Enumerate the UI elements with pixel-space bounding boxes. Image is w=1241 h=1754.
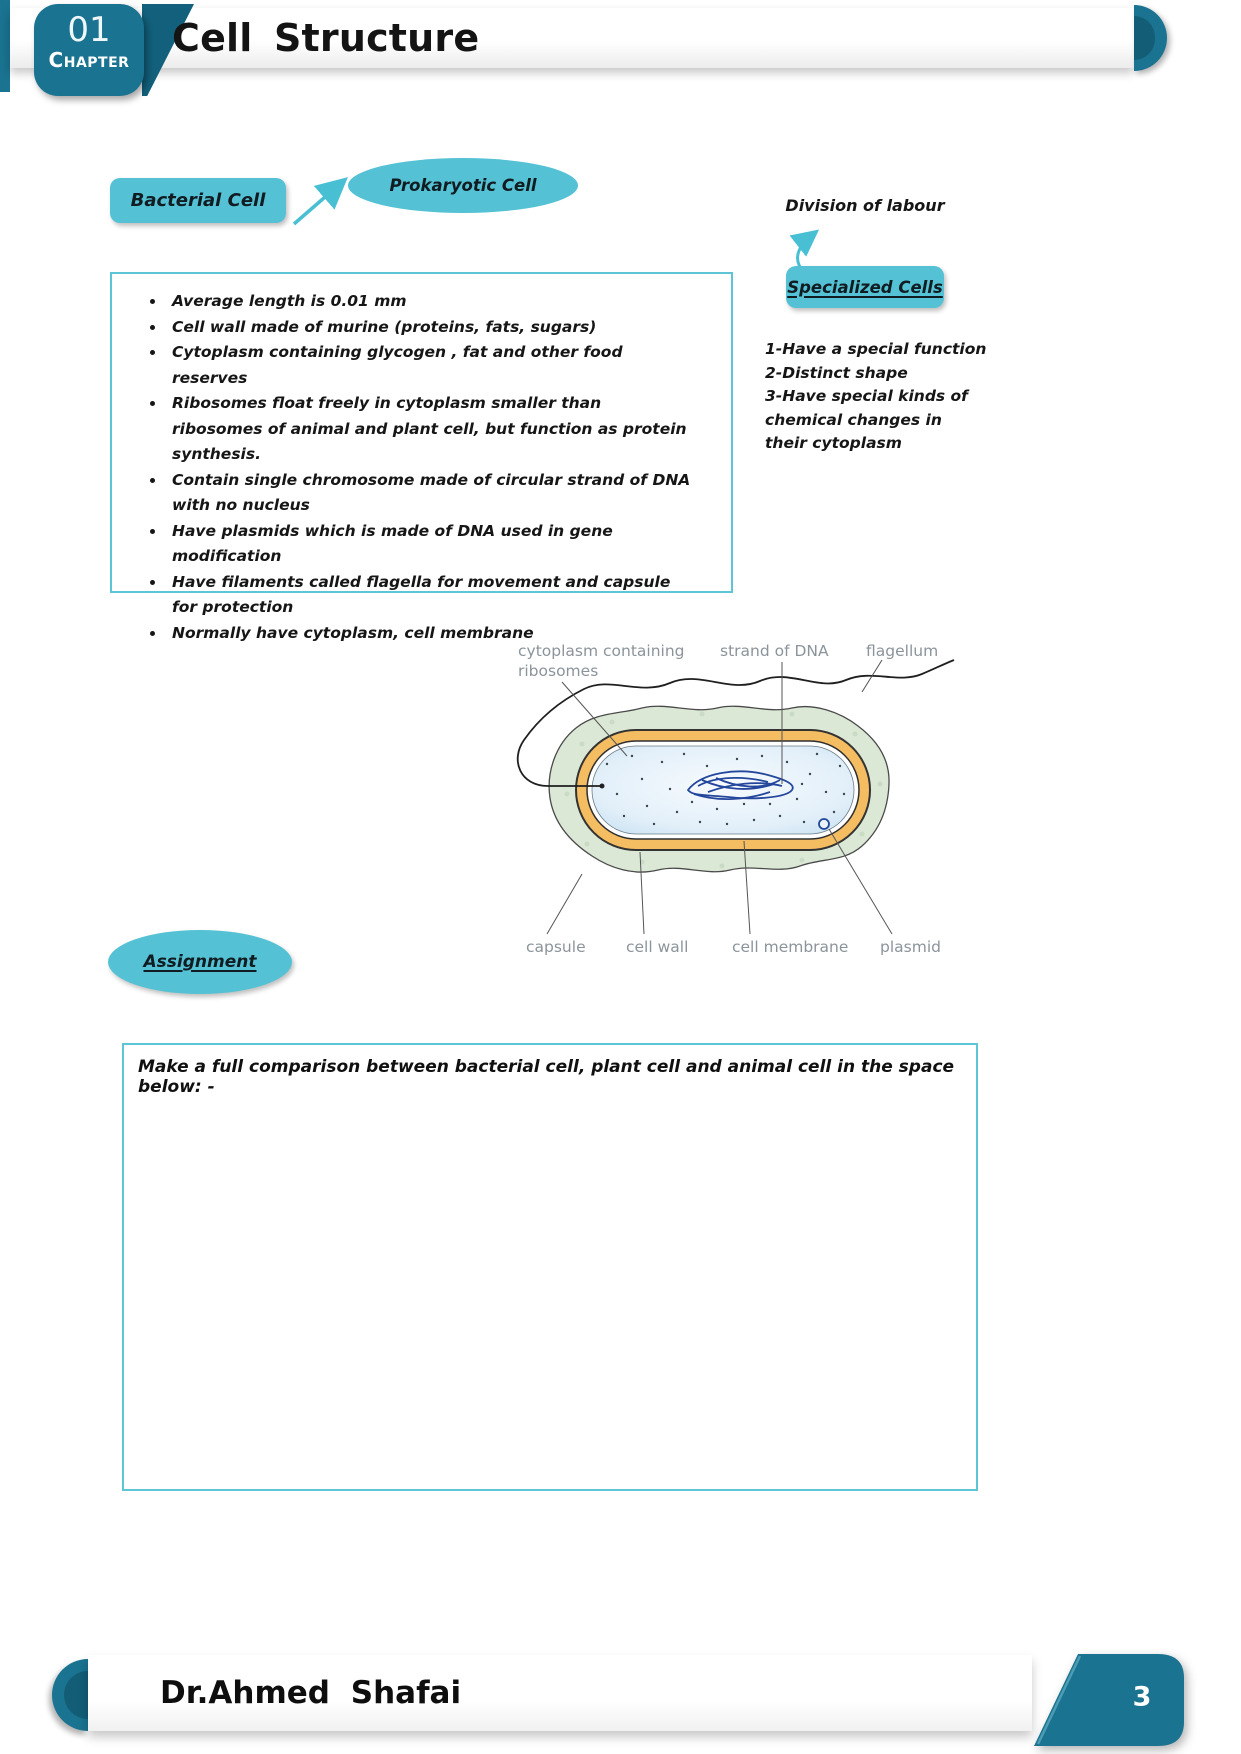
- assignment-prompt: Make a full comparison between bacterial cell, plant cell and animal cell in the space below: -: [138, 1057, 955, 1097]
- division-of-labour-label: Division of labour: [785, 196, 945, 215]
- diagram-label-ribosomes: ribosomes: [518, 662, 599, 680]
- bacterial-cell-box: [110, 178, 286, 223]
- assignment-label: Assignment: [143, 952, 257, 972]
- chapter-number: 01: [67, 10, 111, 50]
- footer-end-cap: [52, 1659, 88, 1731]
- chapter-badge: [34, 4, 144, 96]
- fact-item: • Ribosomes float freely in cytoplasm smaller than ribosomes of animal and plant cell, but function as protein synthesis.: [166, 391, 695, 468]
- prokaryotic-cell-ellipse: [348, 158, 578, 213]
- diagram-label-plasmid: plasmid: [880, 938, 941, 956]
- arrow-right-icon: [288, 172, 354, 230]
- fact-item: • Cell wall made of murine (proteins, fats, sugars): [166, 315, 695, 341]
- specialized-fact-item: 3-Have special kinds of chemical changes in their cytoplasm: [765, 387, 968, 452]
- chapter-label: Chapter: [48, 48, 130, 72]
- left-accent-strip: [0, 0, 10, 92]
- fact-item: • Have filaments called flagella for movement and capsule for protection: [166, 570, 695, 621]
- diagram-label-strand-of-dna: strand of DNA: [720, 642, 829, 660]
- page-number-badge: [1026, 1650, 1190, 1750]
- fact-item: • Normally have cytoplasm, cell membrane: [166, 621, 695, 647]
- diagram-label-capsule: capsule: [526, 938, 586, 956]
- assignment-ellipse: [108, 930, 292, 994]
- diagram-label-cell-wall: cell wall: [626, 938, 689, 956]
- footer-author: Dr.Ahmed Shafai: [160, 1675, 462, 1711]
- answer-space: [124, 1097, 976, 1477]
- specialized-cells-label: Specialized Cells: [787, 277, 943, 297]
- header-end-cap: [1134, 5, 1167, 71]
- fact-item: • Cytoplasm containing glycogen , fat and other food reserves: [166, 340, 695, 391]
- footer-bar: [88, 1655, 1032, 1731]
- specialized-fact-item: 1-Have a special function: [765, 340, 987, 358]
- plasmid-shape: [819, 819, 829, 829]
- diagram-label-cytoplasm: cytoplasm containing: [518, 642, 685, 660]
- diagram-label-cell-membrane: cell membrane: [732, 938, 849, 956]
- fact-item: • Have plasmids which is made of DNA used in gene modification: [166, 519, 695, 570]
- page-number: 3: [1132, 1681, 1152, 1713]
- specialized-fact-item: 2-Distinct shape: [765, 363, 908, 382]
- specialized-cells-box: [786, 266, 944, 308]
- facts-list: [112, 274, 731, 646]
- prokaryotic-cell-label: Prokaryotic Cell: [389, 176, 537, 195]
- fact-item: • Contain single chromosome made of circular strand of DNA with no nucleus: [166, 468, 695, 519]
- diagram-label-flagellum: flagellum: [866, 642, 939, 660]
- fact-item: • Average length is 0.01 mm: [166, 289, 695, 315]
- page-title: Cell Structure: [172, 16, 480, 60]
- assignment-box: [122, 1043, 978, 1491]
- bacterial-facts-box: [110, 272, 733, 642]
- bacterial-cell-label: Bacterial Cell: [130, 190, 266, 211]
- specialized-facts-list: [765, 338, 987, 456]
- cytoplasm-shape: [592, 746, 854, 834]
- bacterium-diagram: [492, 634, 982, 964]
